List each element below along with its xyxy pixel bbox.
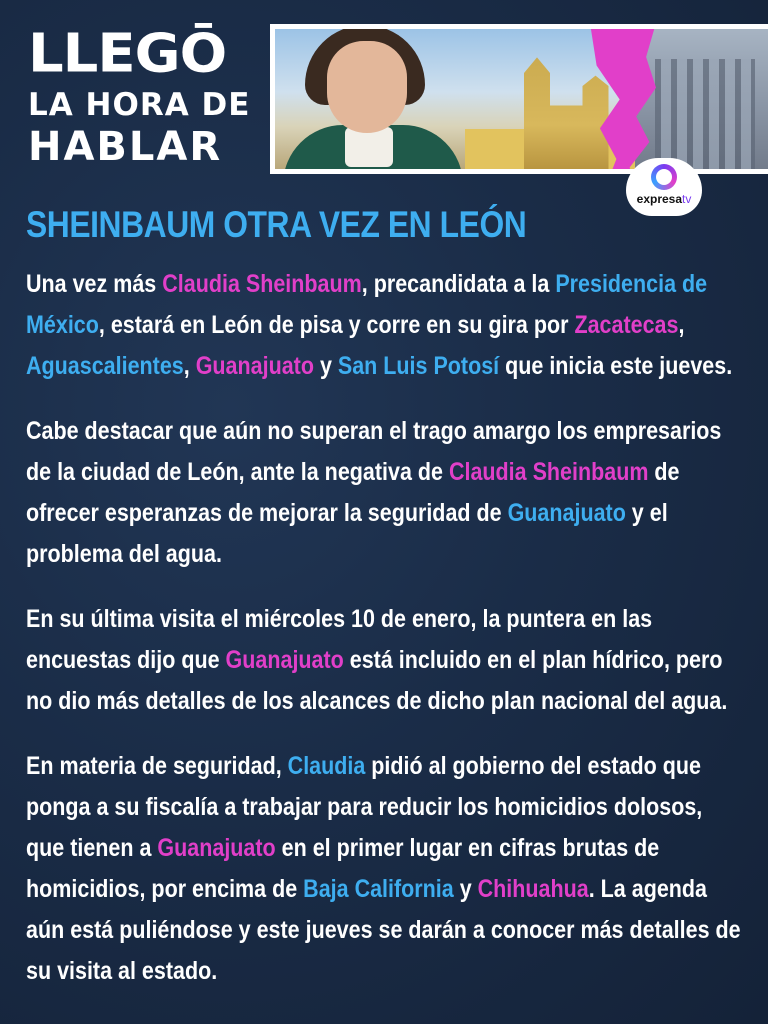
logo-line-2: LA HORA DE — [28, 87, 251, 123]
highlight: Guanajuato — [157, 834, 276, 862]
text: pidió al gobierno del estado que ponga a su fiscalía a trabajar para reducir los homicidios dolosos, que tienen a — [26, 752, 703, 862]
header-photo-collage — [275, 29, 768, 169]
highlight: Zacatecas — [574, 311, 679, 339]
paragraph-2 — [26, 411, 744, 575]
text: . La agenda aún está puliéndose y este jueves se darán a conocer más detalles de su visita al estado. — [26, 875, 741, 985]
text: y — [453, 875, 478, 903]
person-face — [327, 41, 407, 133]
brand-suffix: tv — [682, 192, 692, 206]
highlight: San Luis Potosí — [337, 352, 500, 380]
paragraph-4 — [26, 746, 744, 992]
highlight: Aguascalientes — [26, 352, 184, 380]
text: Una vez más — [26, 270, 163, 298]
paragraph-3 — [26, 599, 744, 722]
highlight: Claudia Sheinbaum — [162, 270, 362, 298]
text: Cabe destacar que aún no superan el trago amargo los empresarios de la ciudad de León, ante la negativa de — [26, 417, 722, 486]
text: que inicia este jueves. — [499, 352, 733, 380]
text: está incluido en el plan hídrico, pero no dio más detalles de los alcances de dicho plan nacional del agua. — [26, 646, 728, 715]
text: , — [678, 311, 685, 339]
highlight: Guanajuato — [195, 352, 314, 380]
text: En su última visita el miércoles 10 de enero, la puntera en las encuestas dijo que — [26, 605, 653, 674]
expresatv-wordmark — [626, 192, 702, 206]
text: en el primer lugar en cifras brutas de homicidios, por encima de — [26, 834, 660, 903]
gothic-temple — [635, 29, 768, 169]
program-logo — [28, 23, 258, 170]
person-collar — [345, 127, 393, 167]
text: y — [313, 352, 338, 380]
highlight: Claudia — [287, 752, 366, 780]
brand-main: expresa — [636, 192, 683, 206]
highlight: Guanajuato — [507, 499, 626, 527]
text: , — [183, 352, 196, 380]
highlight: Presidencia de México — [26, 270, 708, 339]
expresatv-ring-icon — [651, 164, 677, 190]
text: , estará en León de pisa y corre en su gira por — [98, 311, 575, 339]
text: y el problema del agua. — [26, 499, 668, 568]
highlight: Baja California — [303, 875, 454, 903]
header-photo — [270, 24, 768, 174]
highlight: Guanajuato — [225, 646, 344, 674]
text: , precandidata a la — [361, 270, 556, 298]
expresatv-logo — [626, 158, 702, 216]
text: En materia de seguridad, — [26, 752, 288, 780]
highlight: Chihuahua — [477, 875, 589, 903]
highlight: Claudia Sheinbaum — [448, 458, 649, 486]
article-body — [26, 264, 744, 992]
paragraph-1 — [26, 264, 744, 387]
headline: SHEINBAUM OTRA VEZ EN LEÓN — [26, 204, 527, 245]
logo-line-1: LLEGŌ — [28, 23, 227, 85]
text: de ofrecer esperanzas de mejorar la seguridad de — [26, 458, 680, 527]
logo-line-3: HABLAR — [28, 124, 223, 170]
